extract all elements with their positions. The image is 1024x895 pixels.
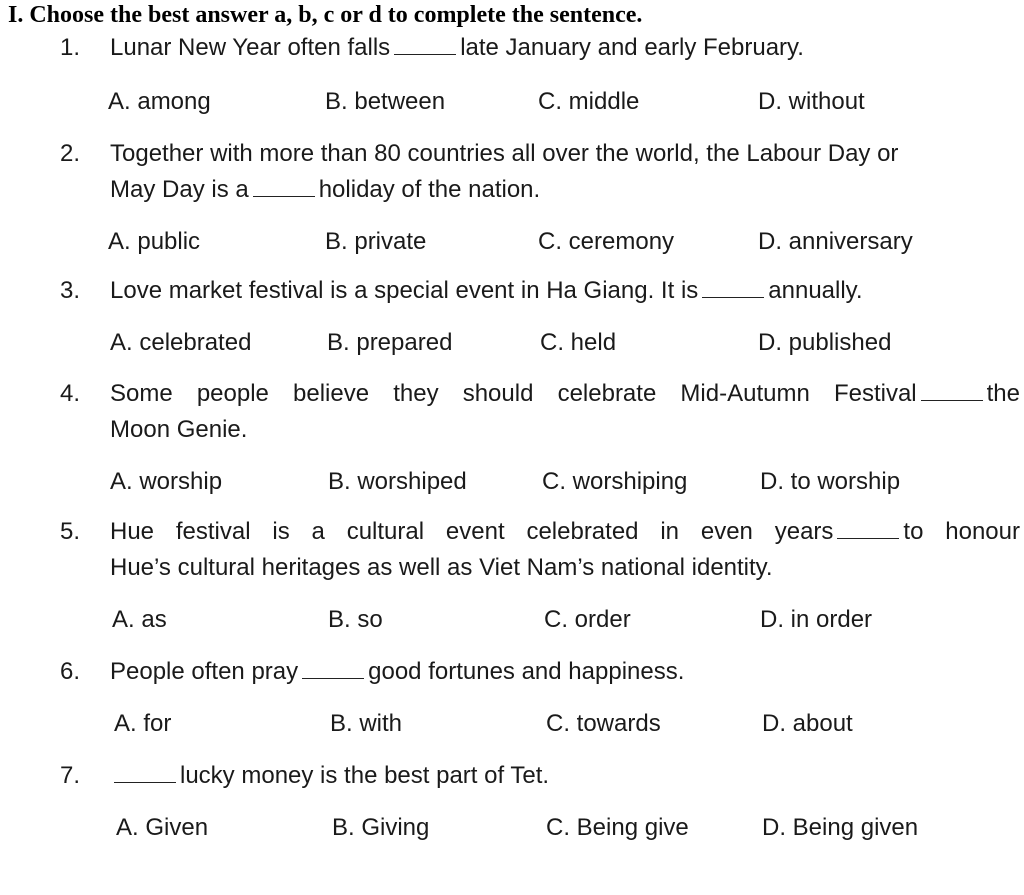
question-stem: [60, 758, 1020, 794]
option-b[interactable]: B. so: [328, 606, 383, 633]
stem-text: Love market festival is a special event in Ha Giang. It is: [110, 277, 699, 304]
question-3: [60, 273, 1020, 361]
question-6: [60, 654, 1020, 742]
option-d[interactable]: D. without: [758, 88, 865, 115]
question-4: [60, 376, 1020, 500]
answer-options: [60, 706, 1020, 742]
question-stem: [60, 30, 1020, 66]
answer-options: [60, 84, 1020, 120]
question-number: 6.: [60, 658, 81, 685]
option-c[interactable]: C. held: [540, 329, 617, 356]
option-b[interactable]: B. worshiped: [328, 468, 467, 495]
answer-blank: [921, 380, 983, 401]
question-number: 1.: [60, 34, 81, 61]
question-7: [60, 758, 1020, 846]
stem-text: Together with more than 80 countries all over the world, the Labour Day or: [110, 140, 899, 167]
option-c[interactable]: C. order: [544, 606, 631, 633]
option-a[interactable]: A. for: [114, 710, 172, 737]
answer-blank: [702, 277, 764, 298]
stem-text: Some people believe they should celebrate Mid-Autumn Festival: [110, 380, 917, 407]
stem-text: late January and early February.: [460, 34, 804, 61]
answer-options: [60, 602, 1020, 638]
option-c[interactable]: C. ceremony: [538, 228, 675, 255]
option-d[interactable]: D. published: [758, 329, 892, 356]
question-1: [60, 30, 1020, 120]
option-d[interactable]: D. in order: [760, 606, 873, 633]
option-c[interactable]: C. middle: [538, 88, 640, 115]
answer-options: [60, 224, 1020, 260]
option-b[interactable]: B. Giving: [332, 814, 430, 841]
stem-text: holiday of the nation.: [318, 176, 541, 203]
option-a[interactable]: A. Given: [116, 814, 209, 841]
question-number: 2.: [60, 140, 81, 167]
question-stem: [60, 136, 1020, 208]
stem-text: to honour: [903, 518, 1020, 545]
stem-text: annually.: [768, 277, 863, 304]
stem-text: Lunar New Year often falls: [110, 34, 391, 61]
question-number: 5.: [60, 518, 81, 545]
stem-text: May Day is a: [110, 176, 249, 203]
stem-text: lucky money is the best part of Tet.: [180, 762, 550, 789]
option-d[interactable]: D. to worship: [760, 468, 901, 495]
stem-text: People often pray: [110, 658, 299, 685]
answer-blank: [253, 176, 315, 197]
option-d[interactable]: D. Being given: [762, 814, 919, 841]
answer-blank: [837, 518, 899, 539]
exercise-heading: I. Choose the best answer a, b, c or d to complete the sentence.: [8, 2, 643, 28]
stem-text: Hue’s cultural heritages as well as Viet Nam’s national identity.: [110, 554, 773, 581]
option-a[interactable]: A. celebrated: [110, 329, 252, 356]
question-stem: [60, 273, 1020, 309]
stem-text: Moon Genie.: [110, 416, 248, 443]
stem-text: the: [986, 380, 1020, 407]
answer-blank: [114, 762, 176, 783]
option-b[interactable]: B. with: [330, 710, 403, 737]
option-a[interactable]: A. public: [108, 228, 201, 255]
answer-blank: [394, 34, 456, 55]
option-a[interactable]: A. as: [112, 606, 167, 633]
option-b[interactable]: B. prepared: [327, 329, 453, 356]
option-d[interactable]: D. about: [762, 710, 853, 737]
option-c[interactable]: C. towards: [546, 710, 661, 737]
option-a[interactable]: A. among: [108, 88, 211, 115]
question-number: 7.: [60, 762, 81, 789]
option-d[interactable]: D. anniversary: [758, 228, 913, 255]
question-stem: [60, 376, 1020, 448]
question-5: [60, 514, 1020, 638]
question-number: 4.: [60, 380, 81, 407]
answer-options: [60, 464, 1020, 500]
option-c[interactable]: C. worshiping: [542, 468, 688, 495]
question-number: 3.: [60, 277, 81, 304]
option-a[interactable]: A. worship: [110, 468, 223, 495]
answer-options: [60, 325, 1020, 361]
stem-text: good fortunes and happiness.: [368, 658, 685, 685]
option-b[interactable]: B. between: [325, 88, 446, 115]
question-stem: [60, 514, 1020, 586]
answer-blank: [302, 658, 364, 679]
option-c[interactable]: C. Being give: [546, 814, 689, 841]
stem-text: Hue festival is a cultural event celebrated in even years: [110, 518, 834, 545]
question-2: [60, 136, 1020, 260]
question-stem: [60, 654, 1020, 690]
answer-options: [60, 810, 1020, 846]
option-b[interactable]: B. private: [325, 228, 427, 255]
